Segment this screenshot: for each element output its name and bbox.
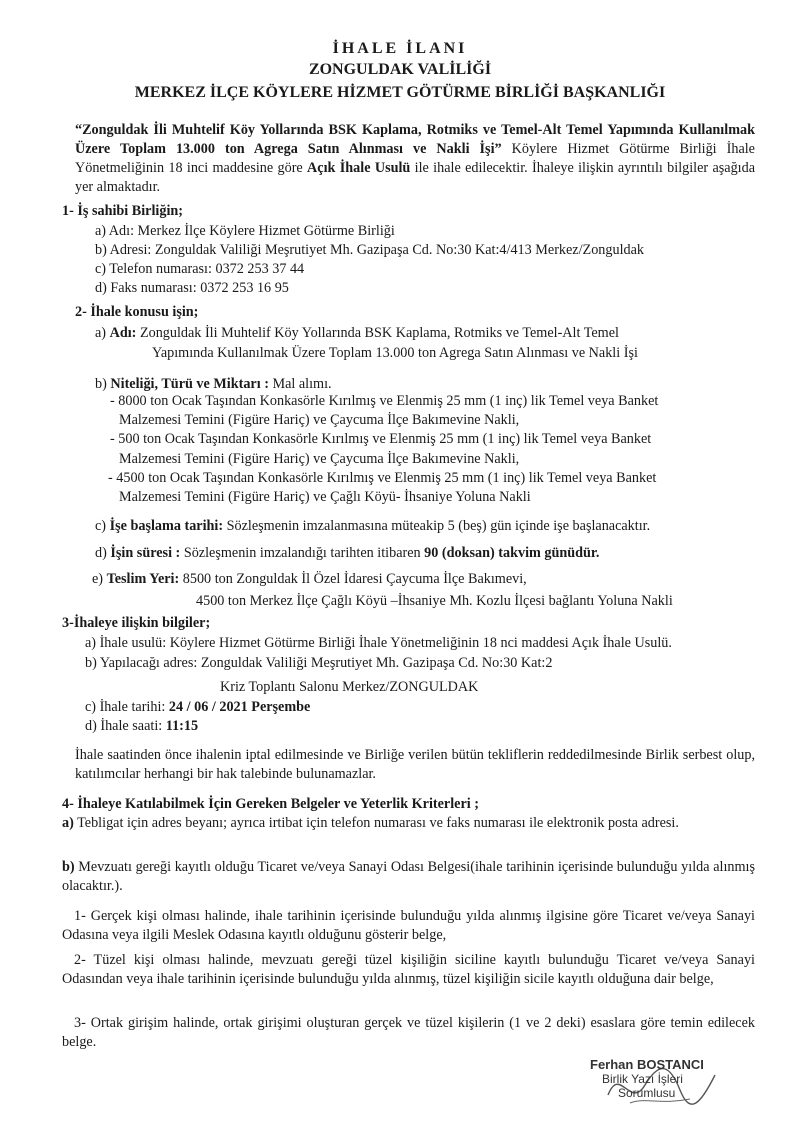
- s4-b-text: Mevzuatı gereği kayıtlı olduğu Ticaret ve/veya Sanayi Odası Belgesi(ihale tarihinin içerisinde bulunduğu yılda alınmış olacaktır.).: [62, 859, 755, 894]
- s2-d: [95, 544, 599, 562]
- s2-b-label: b): [95, 376, 111, 392]
- s3-heading: 3-İhaleye ilişkin bilgiler;: [62, 615, 211, 631]
- s4-p3: 3- Ortak girişim halinde, ortak girişimi oluşturan gerçek ve tüzel kişilerin (1 ve 2 deki) esaslara göre temin edilecek belge.: [62, 1015, 755, 1050]
- authority-title: ZONGULDAK VALİLİĞİ: [308, 61, 492, 78]
- s2-item3b: Malzemesi Temini (Figüre Hariç) ve Çağlı Köyü- İhsaniye Yoluna Nakli: [119, 489, 531, 505]
- s2-b: [95, 375, 332, 393]
- s2-item3a: - 4500 ton Ocak Taşından Konkasörle Kırılmış ve Elenmiş 25 mm (1 inç) lik Temel veya Banket: [108, 470, 657, 486]
- doc-title: İHALE İLANI: [332, 40, 468, 57]
- s2-e: [92, 570, 527, 588]
- s4-heading: 4- İhaleye Katılabilmek İçin Gereken Belgeler ve Yeterlik Kriterleri ;: [62, 796, 479, 812]
- s1-c: c) Telefon numarası: 0372 253 37 44: [95, 261, 305, 277]
- s2-a-cont: Yapımında Kullanılmak Üzere Toplam 13.000 ton Agrega Satın Alınması ve Nakli İşi: [152, 345, 638, 361]
- s3-d: [85, 717, 198, 735]
- s3-note: İhale saatinden önce ihalenin iptal edilmesinde ve Birliğe verilen bütün tekliflerin reddedilmesinde Birlik serbest olup, katılımcılar herhangi bir hak talebinde bulunamazlar.: [75, 747, 755, 782]
- s3-b: b) Yapılacağı adres: Zonguldak Valiliği Meşrutiyet Mh. Gazipaşa Cd. No:30 Kat:2: [85, 655, 553, 671]
- signer-role-1: Birlik Yazı İşleri: [602, 1072, 683, 1086]
- s2-e-label: e): [92, 571, 107, 587]
- s2-item1b: Malzemesi Temini (Figüre Hariç) ve Çaycuma İlçe Bakımevine Nakli,: [119, 412, 520, 428]
- s2-e-cont: 4500 ton Merkez İlçe Çağlı Köyü –İhsaniye Mh. Kozlu İlçesi bağlantı Yoluna Nakli: [196, 593, 673, 609]
- s4-b-label: b): [62, 859, 75, 875]
- s2-c-text: Sözleşmenin imzalanmasına müteakip 5 (beş) gün içinde işe başlanacaktır.: [223, 518, 651, 534]
- s2-b-text: Mal alımı.: [268, 376, 332, 392]
- signer-role-2: Sorumlusu: [618, 1086, 676, 1100]
- s2-a-text1: Zonguldak İli Muhtelif Köy Yollarında BSK Kaplama, Rotmiks ve Temel-Alt Temel: [136, 325, 619, 341]
- s3-c-date: 24 / 06 / 2021 Perşembe: [168, 699, 311, 715]
- s2-d-bold: 90 (doksan) takvim günüdür.: [424, 545, 600, 561]
- s2-c-key: İşe başlama tarihi:: [109, 518, 224, 534]
- s4-b: [62, 858, 755, 896]
- signature-block: [590, 1058, 740, 1100]
- intro-paragraph: [75, 121, 755, 197]
- s1-d: d) Faks numarası: 0372 253 16 95: [95, 280, 289, 296]
- s2-c: [95, 517, 650, 535]
- s2-c-label: c): [95, 518, 110, 534]
- s2-d-text: Sözleşmenin imzalandığı tarihten itibaren: [180, 545, 425, 561]
- s2-a: [95, 324, 619, 342]
- s3-b-cont: Kriz Toplantı Salonu Merkez/ZONGULDAK: [220, 679, 479, 695]
- s1-heading: 1- İş sahibi Birliğin;: [62, 203, 184, 219]
- intro-text-2: ile ihale edilecektir. İhaleye ilişkin ayrıntılı bilgiler aşağıda yer almaktadır.: [75, 160, 756, 195]
- s2-b-key: Niteliği, Türü ve Miktarı :: [110, 376, 269, 392]
- intro-subject: “Zonguldak İli Muhtelif Köy Yollarında BSK Kaplama, Rotmiks ve Temel-Alt Temel Yapımında Kullanılmak Üzere Toplam 13.000 ton Agrega Satın Alınması ve Nakli İşi”: [75, 122, 755, 157]
- s2-d-label: d): [95, 545, 111, 561]
- s3-c-label: c) İhale tarihi:: [85, 699, 169, 715]
- s2-a-label: a): [95, 325, 110, 341]
- union-title: MERKEZ İLÇE KÖYLERE HİZMET GÖTÜRME BİRLİĞİ BAŞKANLIĞI: [134, 84, 666, 101]
- s2-heading: 2- İhale konusu işin;: [75, 304, 199, 320]
- s2-e-key: Teslim Yeri:: [106, 571, 180, 587]
- s2-item2b: Malzemesi Temini (Figüre Hariç) ve Çaycuma İlçe Bakımevine Nakli,: [119, 451, 520, 467]
- s1-a: a) Adı: Merkez İlçe Köylere Hizmet Götürme Birliği: [95, 223, 395, 239]
- s3-a: a) İhale usulü: Köylere Hizmet Götürme Birliği İhale Yönetmeliğinin 18 nci maddesi Açık İhale Usulü.: [85, 635, 672, 651]
- s3-c: [85, 698, 310, 716]
- s3-d-time: 11:15: [165, 718, 199, 734]
- s4-a-label: a): [62, 815, 74, 831]
- intro-method: Açık İhale Usulü: [307, 160, 411, 176]
- s2-e-text1: 8500 ton Zonguldak İl Özel İdaresi Çaycuma İlçe Bakımevi,: [179, 571, 527, 587]
- intro-text-1: Köylere Hizmet Götürme Birliği İhale Yönetmeliğinin 18 inci maddesine göre: [75, 141, 755, 176]
- s2-d-key: İşin süresi :: [110, 545, 181, 561]
- signer-name: Ferhan BOSTANCI: [590, 1057, 704, 1072]
- s4-p2: 2- Tüzel kişi olması halinde, mevzuatı gereği tüzel kişiliğin siciline kayıtlı bulunduğu Ticaret ve/veya Sanayi Odasından veya ihale tarihinin içerisinde bulunduğu yılda alınmış, tüzel kişiliğin sicile kayıtlı olduğuna dair belge,: [62, 952, 755, 987]
- s4-a: [62, 814, 755, 833]
- s1-b: b) Adresi: Zonguldak Valiliği Meşrutiyet Mh. Gazipaşa Cd. No:30 Kat:4/413 Merkez/Zonguldak: [95, 242, 645, 258]
- s2-a-key: Adı:: [109, 325, 137, 341]
- s4-p1: 1- Gerçek kişi olması halinde, ihale tarihinin içerisinde bulunduğu yılda alınmış ilgisine göre Ticaret ve/veya Sanayi Odasına veya ilgili Meslek Odasına kayıtlı olduğunu gösterir belge,: [62, 908, 755, 943]
- s4-a-text: Tebligat için adres beyanı; ayrıca irtibat için telefon numarası ve faks numarası ile elektronik posta adresi.: [73, 815, 679, 831]
- s3-d-label: d) İhale saati:: [85, 718, 166, 734]
- s2-item1a: - 8000 ton Ocak Taşından Konkasörle Kırılmış ve Elenmiş 25 mm (1 inç) lik Temel veya Banket: [110, 393, 659, 409]
- s2-item2a: - 500 ton Ocak Taşından Konkasörle Kırılmış ve Elenmiş 25 mm (1 inç) lik Temel veya Banket: [110, 431, 652, 447]
